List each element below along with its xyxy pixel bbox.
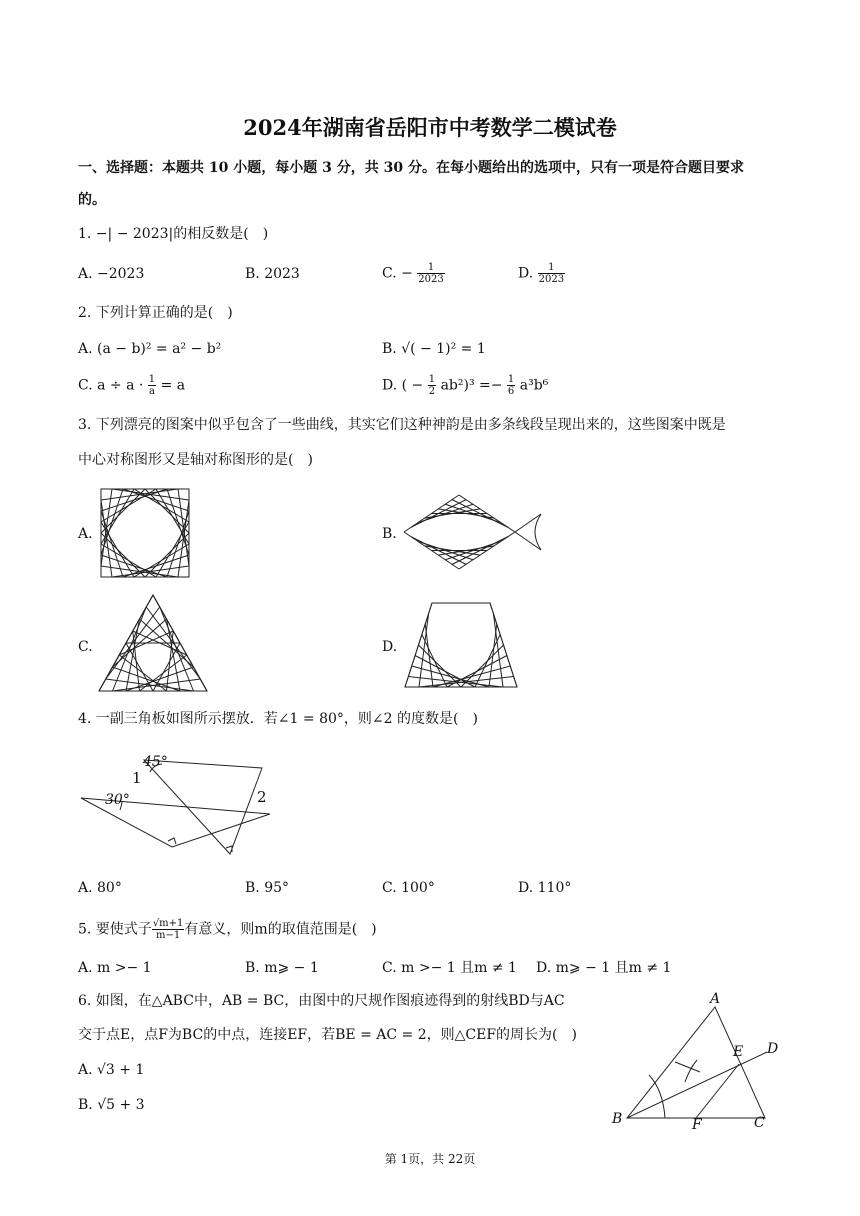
- q2-d-fraction2: [507, 374, 515, 397]
- q2-c-part2: = a: [160, 377, 186, 394]
- q2-d-numerator2: 1: [507, 374, 515, 385]
- q2-option-b: B. √( − 1)² = 1: [382, 341, 486, 357]
- q1-d-denominator: 2023: [538, 274, 565, 285]
- q2-d-fraction1: [428, 374, 436, 397]
- q1-c-fraction: [417, 262, 444, 285]
- q6-arc-compass: [649, 1075, 665, 1118]
- q3-stem-line2: 中心对称图形又是轴对称图形的是( ): [78, 452, 313, 468]
- q6-triangle-figure: [605, 990, 795, 1130]
- section-heading-line2: 的。: [78, 192, 106, 208]
- q1-d-fraction: [538, 262, 565, 285]
- q3-pattern-a: [100, 488, 190, 578]
- q6-ray-bd: [627, 1052, 767, 1118]
- q3-option-c-label: C.: [78, 639, 93, 655]
- q3-option-d-label: D.: [382, 639, 398, 655]
- q1-option-c: [382, 262, 445, 285]
- q1-d-prefix: D.: [518, 265, 534, 282]
- q1-stem: 1. −| − 2023|的相反数是( ): [78, 226, 269, 242]
- q1-option-a: A. −2023: [78, 266, 145, 282]
- q1-c-numerator: 1: [417, 262, 444, 274]
- q5-stem-part1: 5. 要使式子: [78, 921, 152, 938]
- q1-c-prefix: C. −: [382, 265, 413, 282]
- q6-label-c: C: [754, 1115, 765, 1131]
- q4-triangle-45: [144, 760, 262, 854]
- q5-option-d: D. m⩾ − 1 且m ≠ 1: [536, 960, 672, 976]
- q6-segment-ef: [696, 1064, 739, 1118]
- q3-stem-line1: 3. 下列漂亮的图案中似乎包含了一些曲线，其实它们这种神韵是由多条线段呈现出来的，这些图案中既是: [78, 417, 726, 433]
- q2-c-fraction: [148, 374, 156, 397]
- q4-option-d: D. 110°: [518, 880, 572, 896]
- q6-option-a: A. √3 + 1: [78, 1062, 145, 1078]
- q2-d-part1: D. ( −: [382, 377, 424, 394]
- q2-c-numerator: 1: [148, 374, 156, 385]
- q6-label-e: E: [733, 1044, 744, 1060]
- q5-option-c: C. m >− 1 且m ≠ 1: [382, 960, 517, 976]
- q6-label-b: B: [612, 1111, 623, 1127]
- q2-option-a: A. (a − b)² = a² − b²: [78, 341, 222, 357]
- q5-option-a: A. m >− 1: [78, 960, 152, 976]
- q5-numerator: √m+1: [152, 918, 184, 929]
- q4-label-45: 45°: [143, 754, 168, 770]
- q4-option-a: A. 80°: [78, 880, 122, 896]
- q1-d-numerator: 1: [538, 262, 565, 274]
- q3-pattern-c-triangle: [98, 594, 208, 692]
- q2-option-c: [78, 374, 185, 397]
- q4-option-c: C. 100°: [382, 880, 435, 896]
- q3-pattern-d-cup: [404, 602, 518, 688]
- q2-option-d: [382, 374, 548, 397]
- q6-label-a: A: [710, 991, 721, 1007]
- section-heading-line1: 一、选择题：本题共 10 小题，每小题 3 分，共 30 分。在每小题给出的选项中，只有一项是符合题目要求: [78, 160, 744, 176]
- q5-denominator: m−1: [156, 930, 181, 941]
- q6-label-d: D: [767, 1041, 779, 1057]
- q1-option-d: [518, 262, 565, 285]
- page-footer: 第 1页，共 22页: [384, 1152, 476, 1166]
- q4-label-30: 30°: [105, 792, 130, 808]
- q4-stem: 4. 一副三角板如图所示摆放．若∠1 = 80°，则∠2 的度数是( ): [78, 711, 478, 727]
- q2-d-part2: ab²)³ =−: [440, 377, 503, 394]
- page-title: 2024年湖南省岳阳市中考数学二模试卷: [243, 115, 617, 140]
- q4-label-1: 1: [132, 769, 142, 787]
- q4-option-b: B. 95°: [245, 880, 290, 896]
- q2-c-denominator: a: [149, 386, 155, 397]
- q5-stem-part2: 有意义，则m的取值范围是( ): [184, 921, 377, 938]
- q2-d-denominator2: 6: [507, 386, 515, 397]
- q1-c-denominator: 2023: [418, 274, 444, 285]
- q2-c-part1: C. a ÷ a ·: [78, 377, 144, 394]
- q6-stem-line1: 6. 如图，在△ABC中，AB = BC，由图中的尺规作图痕迹得到的射线BD与AC: [78, 993, 565, 1009]
- q6-stem-line2: 交于点E，点F为BC的中点，连接EF，若BE = AC = 2，则△CEF的周长为( ): [78, 1027, 577, 1043]
- q2-d-denominator1: 2: [428, 386, 436, 397]
- q4-label-2: 2: [257, 788, 267, 806]
- q1-option-b: B. 2023: [245, 266, 300, 282]
- q2-stem: 2. 下列计算正确的是( ): [78, 305, 233, 321]
- q5-option-b: B. m⩾ − 1: [245, 960, 319, 976]
- q3-pattern-b-fish: [403, 494, 543, 570]
- q3-option-b-label: B.: [382, 526, 397, 542]
- q6-option-b: B. √5 + 3: [78, 1097, 145, 1113]
- q2-d-part3: a³b⁶: [519, 377, 549, 394]
- q6-label-f: F: [692, 1117, 702, 1133]
- q3-option-a-label: A.: [78, 526, 93, 542]
- q2-d-numerator1: 1: [428, 374, 436, 385]
- q5-stem: [78, 918, 377, 941]
- q5-fraction: [152, 918, 185, 941]
